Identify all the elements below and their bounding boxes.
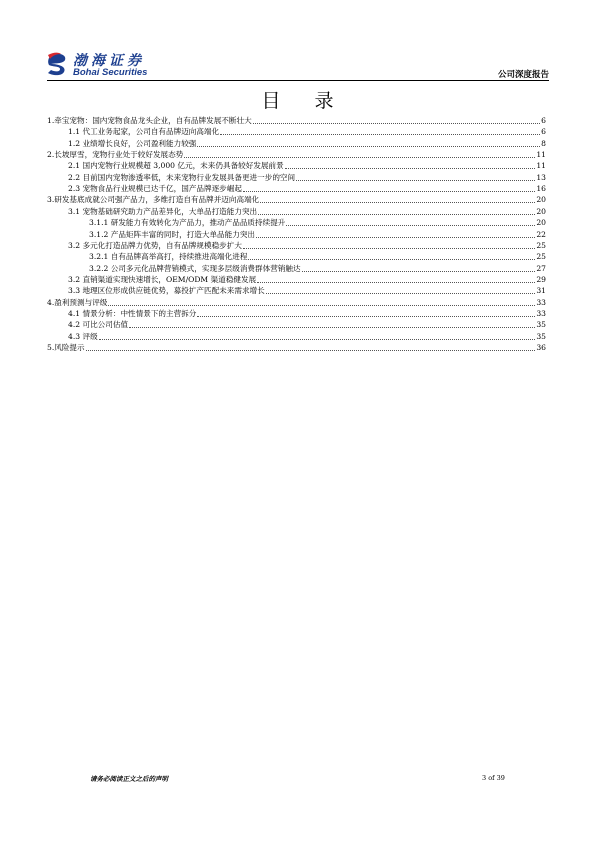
toc-entry[interactable]: [47, 138, 546, 149]
toc-entry-page: 20: [536, 218, 546, 228]
toc-entry[interactable]: [47, 251, 546, 262]
toc-entry[interactable]: [47, 183, 546, 194]
report-type-label: 公司深度报告: [497, 70, 549, 80]
toc-leader-dots: [253, 122, 540, 124]
toc-entry[interactable]: [47, 308, 546, 319]
toc-entry-label: 2.长坡厚雪，宠物行业处于较好发展态势: [47, 150, 184, 160]
toc-entry-page: 22: [536, 229, 546, 239]
bohai-logo-icon: [47, 52, 69, 76]
toc-leader-dots: [296, 179, 535, 181]
toc-leader-dots: [286, 224, 535, 226]
toc-entry[interactable]: [47, 149, 546, 160]
toc-leader-dots: [220, 133, 540, 135]
toc-entry-label: 5.风险提示: [47, 343, 85, 352]
toc-entry-label: 1.牵宝宠物：国内宠物食品龙头企业，自有品牌发展不断壮大: [47, 116, 252, 125]
toc-leader-dots: [258, 213, 535, 215]
toc-entry-label: 2.2 目前国内宠物渗透率低，未来宠物行业发展具备更进一步的空间: [68, 172, 296, 182]
toc-entry-label: 3.3 地理区位形成供应链优势，募投扩产匹配未来需求增长: [68, 286, 265, 296]
toc-leader-dots: [197, 145, 540, 147]
toc-entry[interactable]: [47, 274, 546, 285]
toc-entry[interactable]: [47, 206, 546, 217]
toc-entry-page: 31: [536, 286, 546, 296]
toc-leader-dots: [99, 338, 536, 340]
page-header: [47, 50, 549, 82]
toc-entry-label: 4.1 情景分析：中性情景下的主营拆分: [68, 308, 197, 318]
logo-chinese-name: 渤海证券: [73, 53, 145, 69]
toc-entry-page: 33: [536, 308, 546, 318]
toc-entry-page: 33: [536, 297, 546, 307]
toc-leader-dots: [86, 349, 536, 351]
toc-entry-page: 8: [541, 138, 546, 148]
toc-entry-label: 4.2 可比公司估值: [68, 320, 129, 330]
toc-leader-dots: [184, 156, 535, 158]
toc-leader-dots: [248, 258, 535, 260]
toc-entry-label: 1.2 业绩增长良好，公司盈利能力较强: [68, 138, 197, 148]
toc-entry-label: 2.1 国内宠物行业规模超 3,000 亿元，未来仍具备较好发展前景: [68, 161, 284, 171]
toc-entry-page: 20: [536, 195, 546, 205]
toc-entry-page: 27: [536, 263, 546, 273]
toc-entry[interactable]: [47, 126, 546, 137]
toc-entry-label: 1.1 代工业务起家，公司自有品牌迈向高端化: [68, 127, 220, 137]
toc-entry-label: 3.2.1 自有品牌高举高打，持续推进高端化进程: [89, 252, 248, 262]
company-logo: [47, 50, 207, 80]
toc-entry[interactable]: [47, 217, 546, 228]
toc-leader-dots: [285, 167, 536, 169]
toc-entry-label: 3.1 宠物基础研究助力产品差异化，大单品打造能力突出: [68, 206, 258, 216]
toc-entry[interactable]: [47, 331, 546, 342]
toc-entry-label: 3.研发基底成就公司强产品力，多维打造自有品牌并迈向高端化: [47, 195, 260, 205]
toc-leader-dots: [197, 315, 535, 317]
toc-entry-label: 4.盈利预测与评级: [47, 297, 108, 307]
toc-entry-page: 6: [541, 127, 546, 137]
toc-entry-label: 3.1.1 研发能力有效转化为产品力，推动产品品质持续提升: [89, 218, 286, 228]
footer-page-number: 3 of 39: [482, 774, 505, 782]
toc-leader-dots: [257, 281, 535, 283]
toc-entry[interactable]: [47, 285, 546, 296]
toc-entry-label: 2.3 宠物食品行业规模已达千亿，国产品牌逐步崛起: [68, 184, 242, 194]
toc-entry-page: 25: [536, 240, 546, 250]
toc-entry[interactable]: [47, 115, 546, 126]
toc-entry[interactable]: [47, 240, 546, 251]
toc-leader-dots: [243, 190, 535, 192]
toc-leader-dots: [302, 270, 536, 272]
toc-entry[interactable]: [47, 263, 546, 274]
toc-entry-page: 20: [536, 206, 546, 216]
toc-leader-dots: [260, 201, 535, 203]
toc-entry-page: 16: [536, 184, 546, 194]
toc-leader-dots: [266, 292, 536, 294]
toc-entry-label: 3.2 直销渠道实现快速增长，OEM/ODM 渠道稳健发展: [68, 274, 257, 284]
toc-entry-page: 11: [536, 161, 546, 171]
toc-leader-dots: [129, 326, 535, 328]
toc-title: 目 录: [261, 90, 348, 112]
toc-entry-page: 35: [536, 331, 546, 341]
toc-leader-dots: [243, 247, 535, 249]
toc-entry[interactable]: [47, 342, 546, 353]
toc-entry-label: 4.3 评级: [68, 331, 98, 341]
toc-entry-page: 13: [536, 172, 546, 182]
toc-entry-label: 3.2 多元化打造品牌力优势，自有品牌规模稳步扩大: [68, 240, 242, 250]
logo-english-name: Bohai Securities: [73, 67, 148, 78]
toc-entry[interactable]: [47, 194, 546, 205]
toc-entry[interactable]: [47, 319, 546, 330]
toc-entry-page: 11: [536, 150, 546, 160]
toc-entry-label: 3.2.2 公司多元化品牌营销模式，实现多层级消费群体营销触达: [89, 263, 301, 273]
toc-entry-page: 25: [536, 252, 546, 262]
toc-leader-dots: [108, 304, 535, 306]
toc-entry[interactable]: [47, 172, 546, 183]
toc-entry-page: 36: [536, 343, 546, 352]
toc-entry[interactable]: [47, 297, 546, 308]
toc-entry[interactable]: [47, 160, 546, 171]
header-divider: [47, 80, 549, 81]
toc-entry-page: 6: [541, 116, 546, 125]
toc-entry-page: 29: [536, 274, 546, 284]
toc-leader-dots: [256, 236, 535, 238]
footer-disclaimer: 请务必阅读正文之后的声明: [90, 775, 168, 783]
toc-entry[interactable]: [47, 229, 546, 240]
toc-entry-page: 35: [536, 320, 546, 330]
toc-entry-label: 3.1.2 产品矩阵丰富的同时，打造大单品能力突出: [89, 229, 256, 239]
